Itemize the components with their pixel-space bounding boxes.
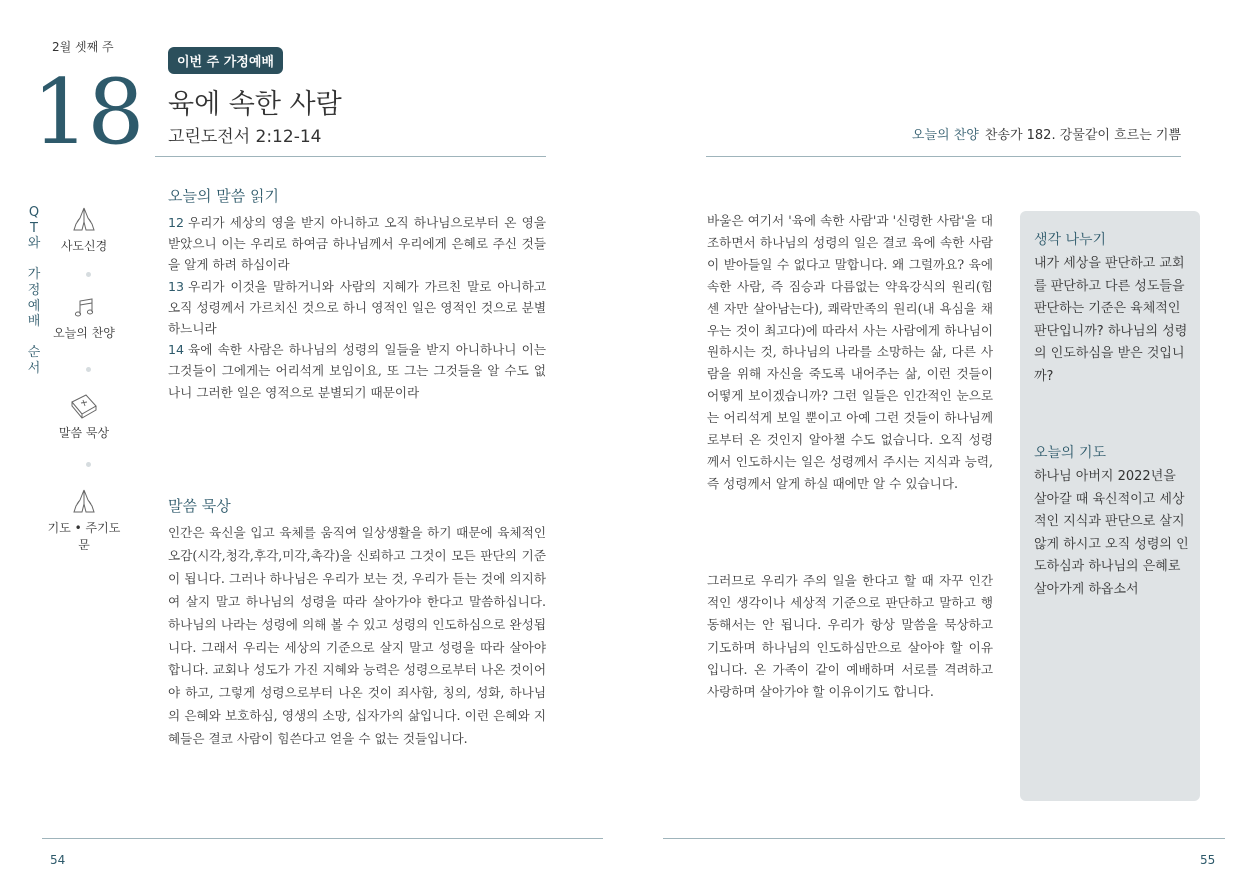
day-number: 18 <box>32 60 143 165</box>
vertical-title-char: 서 <box>27 360 41 376</box>
reading-body <box>168 212 546 403</box>
step-label: 기도 • 주기도문 <box>47 521 121 552</box>
vertical-title-char: Q <box>28 205 40 220</box>
verse <box>168 212 546 276</box>
vertical-title-char: 예 <box>27 298 41 314</box>
step-separator-dot <box>86 272 91 277</box>
verse-number: 14 <box>168 342 185 358</box>
vertical-title-char: T <box>30 220 38 236</box>
footer-divider-right <box>663 838 1225 839</box>
praying-hands-icon <box>71 205 97 233</box>
page-title: 육에 속한 사람 <box>168 89 342 120</box>
header-divider-left <box>155 156 546 157</box>
step-separator-dot <box>86 462 91 467</box>
verse-number: 13 <box>168 278 185 294</box>
step-label: 말씀 묵상 <box>58 426 110 440</box>
verse <box>168 339 546 403</box>
meditation-body: 인간은 육신을 입고 육체를 움직여 일상생활을 하기 때문에 육체적인 오감(시각,청각,후각,미각,촉각)을 신뢰하고 그것이 모든 판단의 기준이 됩니다. 그러나 하나님은 우리가 보는 것, 우리가 듣는 것에 의지하여 살지 말고 하나님의 성령을 따라 살아가야 한다고 말씀하십니다. 하나님의 나라는 성령에 의해 볼 수 있고 성령의 인도하심으로 완성됩니다. 그래서 우리는 세상의 기준으로 살지 말고 성령을 따라 살아야 합니다. 교회나 성도가 가진 지혜와 능력은 성령으로부터 나온 것이어야 하고, 그렇게 성령으로부터 나온 것이 죄사함, 칭의, 성화, 하나님의 은혜와 보호하심, 영생의 소망, 십자가의 삶입니다. 이런 은혜와 지혜들은 결코 사람이 힘쓴다고 얻을 수 없는 것들입니다. <box>168 525 546 747</box>
prayer-heading: 오늘의 기도 <box>1034 445 1107 461</box>
reflection-sidebar <box>1020 211 1200 801</box>
qt-order-vertical-title <box>26 205 42 377</box>
hymn-text: 찬송가 182. 강물같이 흐르는 기쁨 <box>984 128 1181 143</box>
step-prayer <box>44 487 124 553</box>
vertical-title-char: 배 <box>27 314 41 330</box>
share-heading: 생각 나누기 <box>1034 232 1107 248</box>
hymn-label: 오늘의 찬양 <box>911 128 979 143</box>
music-note-icon <box>71 296 97 320</box>
commentary-paragraph-1: 바울은 여기서 '육에 속한 사람'과 '신령한 사람'을 대조하면서 하나님의 성령의 일은 결코 육에 속한 사람이 받아들일 수 없다고 말합니다. 왜 그럴까요? 육에 속한 사람, 즉 짐승과 다름없는 약육강식의 원리(힘 센 자만 살아남는다), 쾌락만족의 원리(내 욕심을 채우는 것이 최고다)에 따라서 사는 사람에게 하나님이 원하시는 것, 하나님의 나라를 소망하는 삶, 다른 사람을 위해 자신을 죽도록 내어주는 삶, 이런 것들이 어떻게 보이겠습니까? 그런 일들은 인간적인 눈으로는 어리석게 보일 뿐이고 아예 그런 것들이 하나님께로부터 온 것인지 알아챌 수도 없습니다. 오직 성령께서 인도하시는 일은 성령께서 주시는 지식과 능력, 즉 성령께서 알게 하실 때에만 알 수 있습니다. <box>707 213 993 491</box>
header-divider-right <box>706 156 1181 157</box>
share-text: 내가 세상을 판단하고 교회를 판단하고 다른 성도들을 판단하는 기준은 육체적인 판단입니까? 하나님의 성령의 인도하심을 받은 것입니까? <box>1034 256 1188 384</box>
step-label: 사도신경 <box>60 239 108 253</box>
scripture-reference: 고린도전서 2:12-14 <box>168 127 322 147</box>
vertical-title-char <box>26 330 42 346</box>
vertical-title-char: 와 <box>27 236 41 252</box>
week-label: 2월 셋째 주 <box>52 40 114 54</box>
verse <box>168 276 546 340</box>
reading-heading: 오늘의 말씀 읽기 <box>168 187 279 205</box>
vertical-title-char: 정 <box>27 282 41 298</box>
step-meditation <box>44 392 124 441</box>
step-separator-dot <box>86 367 91 372</box>
step-hymn <box>44 296 124 341</box>
vertical-title-char: 순 <box>27 345 41 361</box>
meditation-heading: 말씀 묵상 <box>168 497 231 515</box>
step-apostles-creed <box>44 205 124 254</box>
verse-text: 우리가 이것을 말하거니와 사람의 지혜가 가르친 말로 아니하고 오직 성령께서 가르치신 것으로 하니 영적인 일은 영적인 것으로 분별하느니라 <box>168 278 546 337</box>
verse-text: 우리가 세상의 영을 받지 아니하고 오직 하나님으로부터 온 영을 받았으니 이는 우리로 하여금 하나님께서 우리에게 은혜로 주신 것들을 알게 하려 하심이라 <box>168 215 546 273</box>
step-label: 오늘의 찬양 <box>53 326 115 340</box>
prayer-text: 하나님 아버지 2022년을 살아갈 때 육신적이고 세상적인 지식과 판단으로 살지 않게 하시고 오직 성령의 인도하심과 하나님의 은혜로 살아가게 하옵소서 <box>1034 469 1189 597</box>
section-badge: 이번 주 가정예배 <box>168 47 283 74</box>
hymn-line <box>912 124 1181 143</box>
vertical-title-char <box>26 252 42 268</box>
verse-text: 육에 속한 사람은 하나님의 성령의 일들을 받지 아니하나니 이는 그것들이 그에게는 어리석게 보임이요, 또 그는 그것들을 알 수도 없나니 그러한 일은 영적으로 분별되기 때문이라 <box>168 342 546 400</box>
praying-hands-icon <box>71 487 97 515</box>
commentary-paragraph-2: 그러므로 우리가 주의 일을 한다고 할 때 자꾸 인간적인 생각이나 세상적 기준으로 판단하고 말하고 행동해서는 안 됩니다. 우리가 항상 말씀을 묵상하고 기도하며 하나님의 인도하심만으로 살아야 할 이유입니다. 온 가족이 같이 예배하며 서로를 격려하고 사랑하며 살아가야 할 이유이기도 합니다. <box>707 573 993 700</box>
page-number-right: 55 <box>1200 853 1216 867</box>
footer-divider-left <box>42 838 603 839</box>
vertical-title-char: 가 <box>27 267 41 283</box>
bible-icon <box>69 392 99 420</box>
page-number-left: 54 <box>50 853 66 867</box>
verse-number: 12 <box>168 215 185 230</box>
